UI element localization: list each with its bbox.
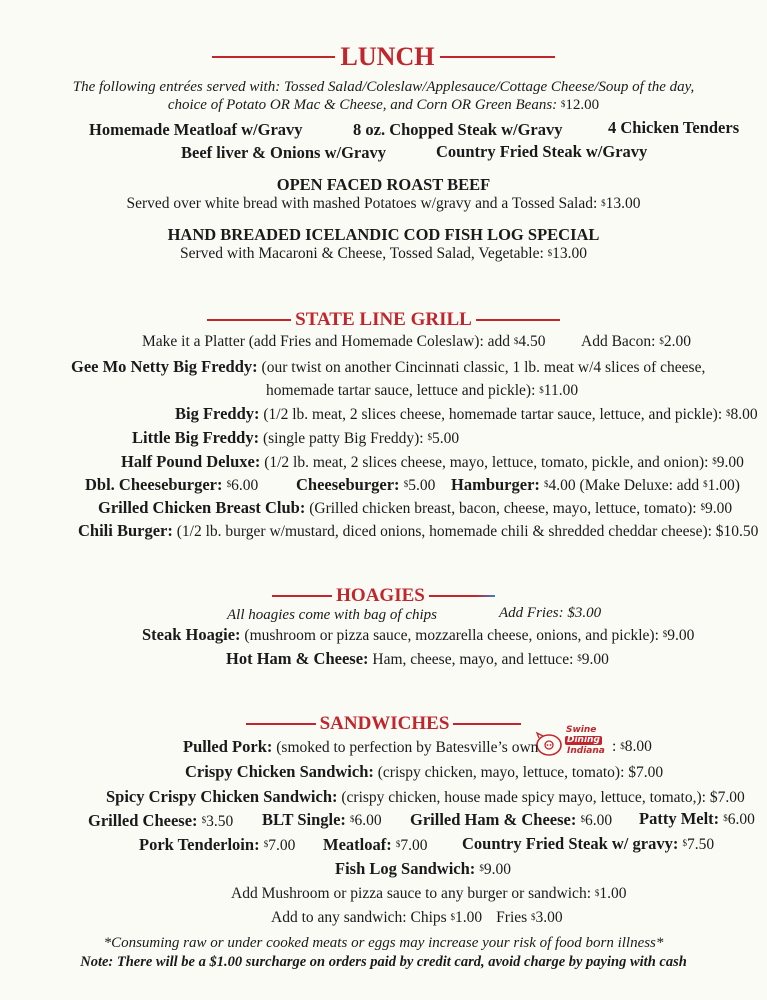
lunch-intro-line2: [0, 95, 767, 115]
big-freddy-item: [175, 404, 758, 425]
dollar-sign: $: [513, 336, 519, 346]
item-desc: (smoked to perfection by Batesville’s own: [272, 739, 539, 756]
dollar-sign: $: [479, 863, 484, 873]
fish-log-sandwich-item: [335, 859, 511, 880]
fries-price: 3.00: [535, 909, 563, 926]
item-price: 9.00: [581, 651, 609, 668]
lunch-item-country-fried-steak: Country Fried Steak w/Gravy: [436, 142, 648, 161]
item-desc: (our twist on another Cincinnati classic, 1 lb. meat w/4 slices of cheese,: [257, 359, 706, 376]
dollar-sign: $: [620, 741, 625, 751]
pulled-pork-price: : $8.00: [612, 738, 652, 755]
item-price: 9.00: [704, 500, 733, 517]
item-name: Hamburger:: [451, 475, 545, 494]
dollar-sign: $: [539, 385, 544, 395]
item-price: 5.00: [431, 430, 460, 447]
roast-price: 13.00: [605, 195, 641, 212]
little-big-freddy-item: [132, 428, 459, 449]
pig-icon: [534, 730, 564, 760]
item-price: 7.00: [400, 837, 428, 854]
heading-rule-right: [440, 56, 555, 58]
item-desc: homemade tartar sauce, lettuce and pickle):: [266, 382, 540, 399]
grill-add-bacon: [581, 332, 691, 352]
dollar-sign: $: [601, 198, 606, 208]
dollar-sign: $: [395, 839, 401, 849]
item-name: Dbl. Cheeseburger:: [85, 475, 227, 494]
lunch-item-beef-liver: Beef liver & Onions w/Gravy: [181, 143, 387, 162]
dollar-sign: $: [577, 653, 582, 663]
dollar-sign: $: [560, 99, 566, 109]
dbl-cheeseburger-item: [85, 475, 258, 496]
grill-heading: [0, 308, 767, 332]
grilled-chicken-club-item: [98, 498, 732, 519]
raw-food-warning: *Consuming raw or under cooked meats or eggs may increase your risk of food born illness*: [103, 935, 664, 951]
chips-price: 1.00: [455, 909, 483, 926]
item-price: 7.50: [686, 836, 715, 853]
item-name: Gee Mo Netty Big Freddy:: [71, 357, 258, 376]
item-name: Grilled Cheese:: [88, 811, 202, 830]
item-name: Grilled Ham & Cheese:: [410, 810, 581, 829]
dollar-sign: $: [659, 336, 664, 346]
dollar-sign: $: [726, 408, 731, 418]
item-desc: (1/2 lb. burger w/mustard, diced onions, homemade chili & shredded cheddar cheese): $10.50: [172, 523, 759, 540]
dollar-sign: $: [547, 248, 553, 258]
sandwiches-title: SANDWICHES: [319, 713, 450, 734]
grill-platter: [142, 332, 546, 352]
lunch-intro-text: choice of Potato OR Mac & Cheese, and Corn OR Green Beans:: [167, 97, 561, 113]
sandwiches-heading: [0, 712, 767, 736]
heading-rule-right: [476, 319, 560, 321]
dollar-sign: $: [201, 815, 207, 825]
item-desc: (crispy chicken, mayo, lettuce, tomato): $7.00: [373, 764, 664, 781]
fries-label: Fries: [496, 909, 532, 926]
lunch-item-chopped-steak: 8 oz. Chopped Steak w/Gravy: [353, 120, 563, 139]
dollar-sign: $: [450, 912, 456, 922]
dollar-sign: $: [403, 479, 409, 489]
heading-rule-left: [246, 723, 316, 725]
cod-price: 13.00: [552, 245, 588, 262]
lunch-heading: [0, 40, 767, 74]
item-name: Cheeseburger:: [296, 475, 404, 494]
dollar-sign: $: [531, 912, 536, 922]
deluxe-text: (Make Deluxe: add: [575, 477, 704, 494]
item-name: Patty Melt:: [639, 809, 724, 828]
item-name: Steak Hoagie:: [142, 625, 241, 644]
item-price: 8.00: [624, 738, 652, 755]
item-name: Fish Log Sandwich:: [335, 859, 480, 878]
dollar-sign: $: [544, 479, 549, 489]
item-price: 9.00: [667, 627, 695, 644]
grilled-ham-cheese-item: [410, 810, 612, 831]
add-chips-fries-line: [271, 908, 563, 928]
dollar-sign: $: [703, 479, 708, 489]
item-desc: (crispy chicken, house made spicy mayo, lettuce, tomato,): $7.00: [337, 789, 745, 806]
item-name: Little Big Freddy:: [132, 428, 260, 447]
hoagies-note: All hoagies come with bag of chips: [227, 607, 437, 623]
item-price: 7.00: [268, 837, 296, 854]
lunch-intro-line1: The following entrées served with: Tossed Salad/Coleslaw/Applesauce/Cottage Cheese/Soup of the day,: [72, 79, 695, 95]
item-price: 5.00: [408, 477, 436, 494]
heading-rule-right: [453, 723, 521, 725]
dollar-sign: $: [700, 502, 705, 512]
item-name: BLT Single:: [262, 810, 351, 829]
roast-desc-text: Served over white bread with mashed Potatoes w/gravy and a Tossed Salad:: [126, 195, 602, 212]
cod-title: HAND BREADED ICELANDIC COD FISH LOG SPECIAL: [167, 225, 600, 244]
swine-dining-logo: [534, 726, 616, 762]
deluxe-price: 1.00): [707, 477, 740, 494]
item-name: Hot Ham & Cheese:: [226, 649, 369, 668]
item-price: 6.00: [584, 812, 613, 829]
grilled-cheese-item: [88, 811, 233, 832]
steak-hoagie-item: [142, 625, 694, 646]
item-name: Spicy Crispy Chicken Sandwich:: [106, 787, 338, 806]
item-price: 6.00: [727, 811, 755, 828]
item-desc: (mushroom or pizza sauce, mozzarella cheese, onions, and pickle):: [240, 627, 663, 644]
item-price: 4.00: [548, 477, 576, 494]
item-name: Half Pound Deluxe:: [121, 452, 261, 471]
item-price: 8.00: [730, 406, 758, 423]
spicy-crispy-chicken-item: [106, 787, 745, 808]
half-pound-deluxe-item: [121, 452, 744, 473]
addon-text: Add to any sandwich: Chips: [271, 909, 451, 926]
logo-line-2: Dining: [567, 735, 600, 745]
gee-mo-netty-item: [71, 357, 705, 378]
hoagies-add-fries: Add Fries: $3.00: [499, 605, 602, 621]
platter-text: Make it a Platter (add Fries and Homemade Coleslaw): add: [142, 333, 514, 350]
item-price: 6.00: [354, 812, 382, 829]
item-desc: (1/2 lb. meat, 2 slices cheese, mayo, lettuce, tomato, pickle, and onion):: [260, 454, 713, 471]
item-desc: (1/2 lb. meat, 2 slices cheese, homemade tartar sauce, lettuce, and pickle):: [259, 406, 727, 423]
item-name: Grilled Chicken Breast Club:: [98, 498, 306, 517]
add-sauce-line: [231, 884, 627, 904]
dollar-sign: $: [594, 888, 600, 898]
item-desc: Ham, cheese, mayo, and lettuce:: [368, 651, 578, 668]
dollar-sign: $: [723, 813, 728, 823]
item-price: 11.00: [543, 382, 579, 399]
gee-mo-netty-desc2: [266, 381, 578, 401]
roast-beef-desc: [0, 194, 767, 214]
pork-tenderloin-item: [139, 835, 295, 856]
hot-ham-cheese-item: [226, 649, 609, 670]
logo-line-1: Swine: [566, 725, 597, 735]
item-desc: (Grilled chicken breast, bacon, cheese, mayo, lettuce, tomato):: [305, 500, 701, 517]
heading-rule-left: [207, 319, 291, 321]
dollar-sign: $: [350, 814, 355, 824]
item-name: Pork Tenderloin:: [139, 835, 264, 854]
item-name: Big Freddy:: [175, 404, 260, 423]
item-price: 3.50: [206, 813, 234, 830]
pulled-pork-item: [183, 737, 538, 758]
item-name: Crispy Chicken Sandwich:: [185, 762, 374, 781]
dollar-sign: $: [712, 456, 717, 466]
blt-single-item: [262, 810, 382, 831]
meatloaf-item: [323, 835, 427, 856]
dollar-sign: $: [263, 839, 269, 849]
bacon-text: Add Bacon:: [581, 333, 660, 350]
country-fried-steak-sandwich-item: [462, 834, 714, 855]
chili-burger-item: [78, 521, 758, 542]
heading-rule-right: [429, 595, 495, 597]
item-name: Meatloaf:: [323, 835, 396, 854]
surcharge-note: Note: There will be a $1.00 surcharge on orders paid by credit card, avoid charge by paying with cash: [80, 954, 687, 970]
crispy-chicken-item: [185, 762, 663, 783]
addon-text: Add Mushroom or pizza sauce to any burger or sandwich:: [231, 885, 595, 902]
item-price: 9.00: [483, 861, 512, 878]
item-desc: (single patty Big Freddy):: [259, 430, 428, 447]
roast-beef-title: OPEN FACED ROAST BEEF: [276, 175, 491, 194]
heading-rule-left: [212, 56, 335, 58]
patty-melt-item: [639, 809, 755, 830]
dollar-sign: $: [662, 629, 668, 639]
dollar-sign: $: [226, 479, 232, 489]
grill-title: STATE LINE GRILL: [295, 309, 472, 330]
logo-line-3: Indiana: [567, 746, 605, 756]
item-name: Chili Burger:: [78, 521, 173, 540]
addon-price: 1.00: [599, 885, 627, 902]
dollar-sign: $: [580, 814, 585, 824]
platter-price: 4.50: [518, 333, 546, 350]
item-name: Pulled Pork:: [183, 737, 273, 756]
lunch-item-chicken-tenders: 4 Chicken Tenders: [608, 118, 740, 137]
price-value: 12.00: [565, 97, 600, 113]
hamburger-item: [451, 475, 740, 496]
dollar-sign: $: [682, 838, 687, 848]
hoagies-title: HOAGIES: [336, 585, 425, 606]
cheeseburger-item: [296, 475, 435, 496]
lunch-intro-price: [561, 97, 599, 113]
lunch-item-meatloaf: Homemade Meatloaf w/Gravy: [89, 120, 303, 139]
heading-rule-left: [272, 595, 332, 597]
lunch-title: LUNCH: [340, 42, 435, 71]
bacon-price: 2.00: [663, 333, 691, 350]
item-name: Country Fried Steak w/ gravy:: [462, 834, 683, 853]
cod-desc-text: Served with Macaroni & Cheese, Tossed Salad, Vegetable:: [179, 245, 548, 262]
cod-desc: [0, 244, 767, 264]
item-price: 9.00: [716, 454, 744, 471]
item-price: 6.00: [231, 477, 259, 494]
dollar-sign: $: [427, 432, 432, 442]
